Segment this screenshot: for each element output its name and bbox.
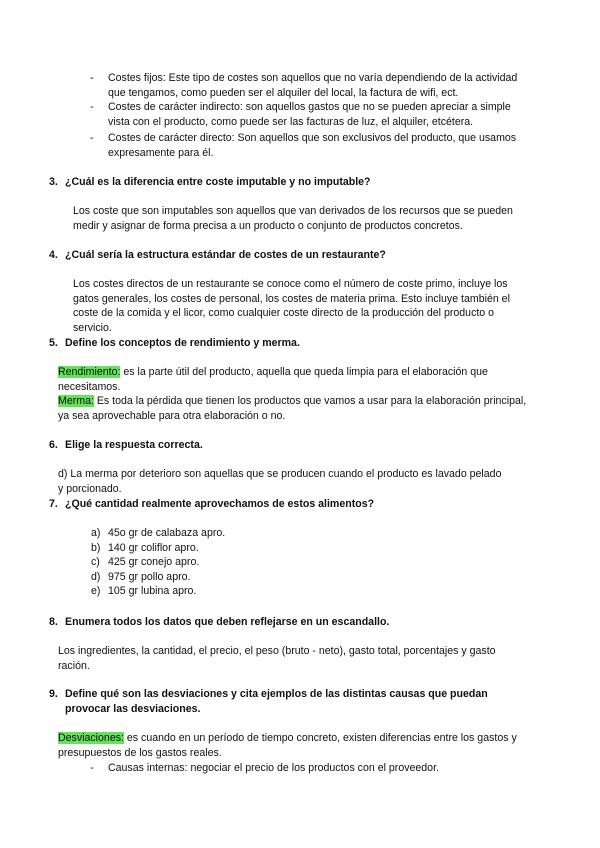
option-text: 425 gr conejo apro. — [108, 556, 200, 568]
bullet-text: Costes fijos: Este tipo de costes son aquellos que no varía dependiendo de la actividad que tengamos, como pueden ser el alquiler del local, la factura de wifi, ect. — [108, 72, 518, 99]
question-title: Enumera todos los datos que deben reflejarse en un escandallo. — [65, 616, 390, 628]
rendimiento-text: es la parte útil del producto, aquella que queda limpia para el elaboración que necesitamos. — [58, 366, 488, 393]
question-number: 4. — [49, 249, 58, 261]
merma-highlight: Merma: — [58, 395, 94, 408]
question-number: 7. — [49, 498, 58, 510]
bullet-dash: - — [90, 101, 94, 113]
answer-3: Los coste que son imputables son aquellos que van derivados de los recursos que se pueden medir y asignar de forma precisa a un producto o conjunto de productos concretos. — [73, 205, 513, 232]
question-title: Define los conceptos de rendimiento y merma. — [65, 337, 300, 349]
answer-5 — [58, 365, 533, 423]
option-a — [91, 526, 391, 541]
question-number: 3. — [49, 176, 58, 188]
rendimiento-highlight: Rendimiento: — [58, 366, 121, 378]
bullet-dash: - — [90, 72, 94, 84]
answer-9 — [58, 731, 518, 760]
option-text: 45o gr de calabaza apro. — [108, 527, 226, 539]
question-number: 8. — [49, 616, 58, 628]
answer-6: d) La merma por deterioro son aquellas que se producen cuando el producto es lavado pelado y porcionado. — [58, 468, 502, 495]
option-text: 140 gr coliflor apro. — [108, 542, 199, 554]
option-letter: d) — [91, 571, 101, 583]
answer-8: Los ingredientes, la cantidad, el precio, el peso (bruto - neto), gasto total, porcentajes y gasto ración. — [58, 645, 496, 672]
option-text: 105 gr lubina apro. — [108, 585, 197, 597]
answer-4: Los costes directos de un restaurante se conoce como el número de coste primo, incluye los gatos generales, los costes de personal, los costes de materia prima. Esto incluye también el coste de la comida y el licor, como cualquier coste directo de la producción del producto o servicio. — [73, 278, 510, 334]
desviaciones-text: es cuando en un período de tiempo concreto, existen diferencias entre los gastos y presupuestos de los gastos reales. — [58, 732, 517, 759]
option-c — [91, 555, 391, 570]
option-letter: a) — [91, 527, 101, 539]
question-number: 5. — [49, 337, 58, 349]
option-letter: e) — [91, 585, 101, 597]
option-text: 975 gr pollo apro. — [108, 571, 191, 583]
question-title: ¿Cuál es la diferencia entre coste imputable y no imputable? — [65, 176, 371, 188]
desviaciones-highlight: Desviaciones: — [58, 732, 124, 744]
rendimiento-paragraph — [58, 365, 533, 394]
option-b — [91, 541, 391, 556]
question-title: Define qué son las desviaciones y cita ejemplos de las distintas causas que puedan provocar las desviaciones. — [65, 688, 488, 715]
bullet-text: Causas internas: negociar el precio de los productos con el proveedor. — [108, 762, 439, 774]
merma-text: Es toda la pérdida que tienen los productos que vamos a usar para la elaboración principal, ya sea aprovechable para otra elaboración o no. — [58, 395, 527, 422]
question-title: ¿Cuál sería la estructura estándar de costes de un restaurante? — [65, 249, 386, 261]
bullet-text: Costes de carácter indirecto: son aquellos gastos que no se pueden apreciar a simple vista con el producto, como puede ser las facturas de luz, el alquiler, etcétera. — [108, 101, 511, 128]
option-d — [91, 570, 391, 585]
bullet-text: Costes de carácter directo: Son aquellos que son exclusivos del producto, que usamos expresamente para él. — [108, 132, 517, 159]
question-number: 9. — [49, 688, 58, 700]
option-letter: b) — [91, 542, 101, 554]
option-e — [91, 584, 391, 599]
bullet-dash: - — [90, 762, 94, 774]
bullet-dash: - — [90, 132, 94, 144]
option-letter: c) — [91, 556, 100, 568]
question-number: 6. — [49, 439, 58, 451]
question-title: Elige la respuesta correcta. — [65, 439, 203, 451]
merma-paragraph — [58, 394, 533, 423]
question-title: ¿Qué cantidad realmente aprovechamos de estos alimentos? — [65, 498, 375, 510]
